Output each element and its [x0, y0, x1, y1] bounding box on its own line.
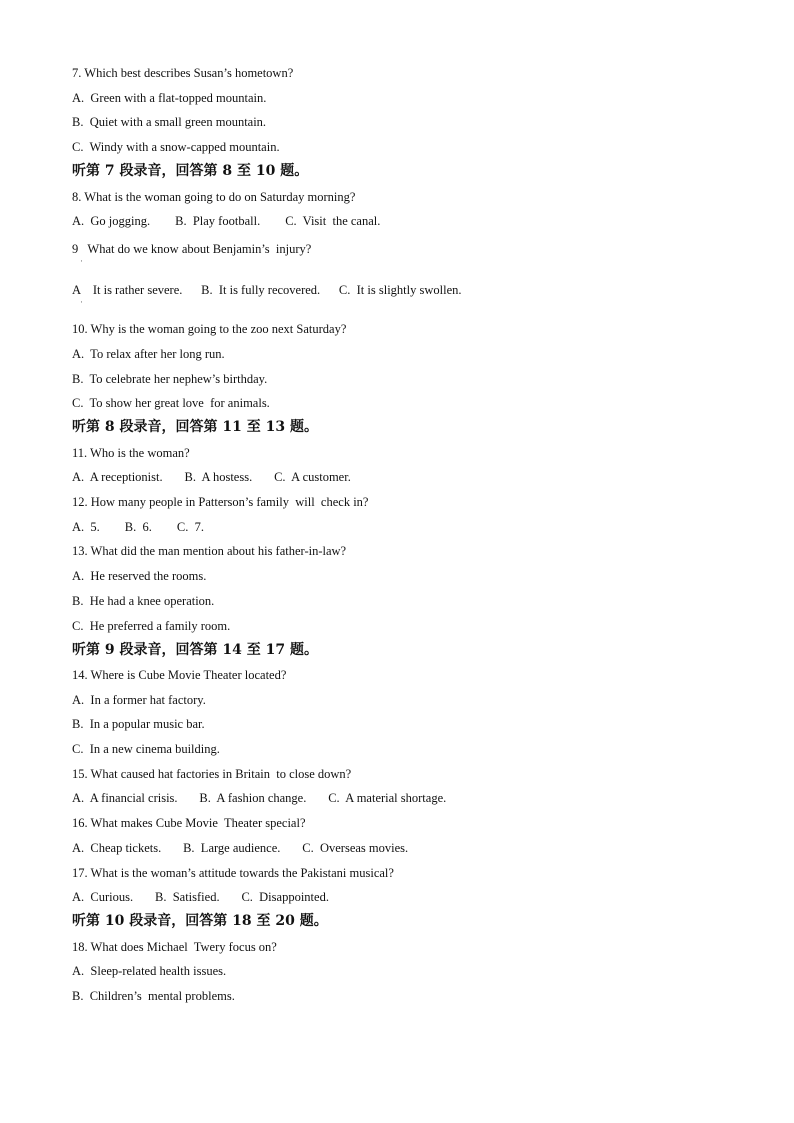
option-13c: C. He preferred a family room. — [72, 619, 231, 633]
question-17: 17. What is the woman’s attitude towards the Pakistani musical? — [72, 866, 394, 880]
options-11: A. A receptionist. B. A hostess. C. A customer. — [72, 470, 351, 484]
option-13a: A. He reserved the rooms. — [72, 569, 207, 583]
question-7: 7. Which best describes Susan’s hometown? — [72, 66, 294, 80]
option-10a: A. To relax after her long run. — [72, 347, 225, 361]
option-14c: C. In a new cinema building. — [72, 742, 220, 756]
question-10: 10. Why is the woman going to the zoo next Saturday? — [72, 322, 347, 336]
section-heading-8: 听第 8 段录音，回答第 11 至 13 题。 — [72, 419, 318, 435]
option-7c: C. Windy with a snow-capped mountain. — [72, 140, 280, 154]
option-10b: B. To celebrate her nephew’s birthday. — [72, 372, 268, 386]
options-16: A. Cheap tickets. B. Large audience. C. Overseas movies. — [72, 841, 409, 855]
section-heading-7: 听第 7 段录音，回答第 8 至 10 题。 — [72, 163, 309, 179]
question-18: 18. What does Michael Twery focus on? — [72, 940, 277, 954]
options-8: A. Go jogging. B. Play football. C. Visit the canal. — [72, 214, 381, 228]
option-13b: B. He had a knee operation. — [72, 594, 215, 608]
option-7a: A. Green with a flat-topped mountain. — [72, 91, 267, 105]
option-10c: C. To show her great love for animals. — [72, 396, 270, 410]
question-14: 14. Where is Cube Movie Theater located? — [72, 668, 287, 682]
options-9: A It is rather severe. B. It is fully recovered. C. It is slightly swollen. — [72, 283, 462, 297]
section-heading-10: 听第 10 段录音，回答第 18 至 20 题。 — [72, 913, 328, 929]
option-18b: B. Children’s mental problems. — [72, 989, 235, 1003]
question-11: 11. Who is the woman? — [72, 446, 190, 460]
stray-mark: · — [80, 256, 83, 266]
options-15: A. A financial crisis. B. A fashion change. C. A material shortage. — [72, 791, 447, 805]
option-18a: A. Sleep-related health issues. — [72, 964, 227, 978]
stray-mark: · — [80, 297, 83, 307]
option-14a: A. In a former hat factory. — [72, 693, 206, 707]
question-15: 15. What caused hat factories in Britain to close down? — [72, 767, 352, 781]
question-16: 16. What makes Cube Movie Theater special? — [72, 816, 306, 830]
option-7b: B. Quiet with a small green mountain. — [72, 115, 267, 129]
options-12: A. 5. B. 6. C. 7. — [72, 520, 204, 534]
question-12: 12. How many people in Patterson’s family will check in? — [72, 495, 369, 509]
section-heading-9: 听第 9 段录音，回答第 14 至 17 题。 — [72, 642, 318, 658]
question-13: 13. What did the man mention about his father-in-law? — [72, 544, 347, 558]
option-14b: B. In a popular music bar. — [72, 717, 205, 731]
question-8: 8. What is the woman going to do on Saturday morning? — [72, 190, 356, 204]
options-17: A. Curious. B. Satisfied. C. Disappointed. — [72, 890, 329, 904]
question-9: 9 What do we know about Benjamin’s injury? — [72, 242, 312, 256]
